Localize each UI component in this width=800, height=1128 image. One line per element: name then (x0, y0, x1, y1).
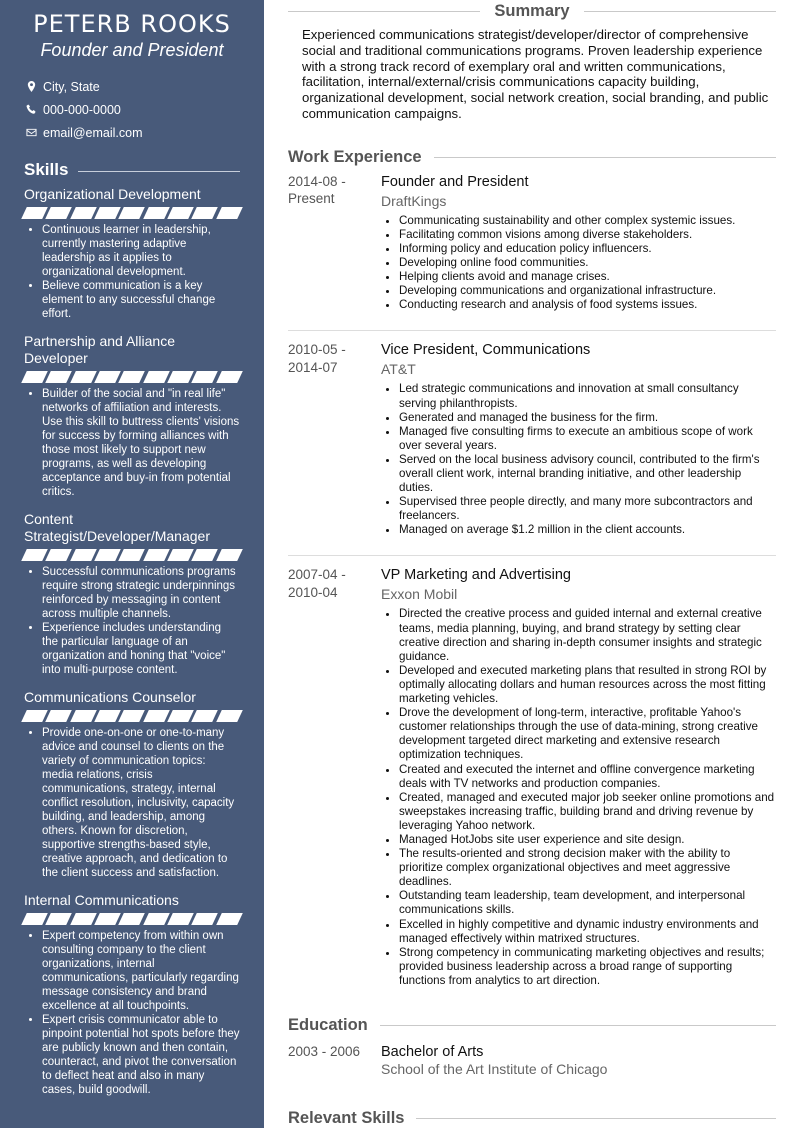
skill-level-bar (24, 913, 240, 925)
skill-name: Content Strategist/Developer/Manager (24, 511, 210, 544)
skill-level-segment (167, 549, 194, 561)
job-bullet: • Created, managed and executed major job seeker online promotions and sweepstakes increasing traffic, building brand and driving revenue by leveraging Yahoo network. (399, 791, 776, 833)
skill-item (0, 689, 264, 880)
skill-level-segment (119, 710, 146, 722)
job-end-date: Present (288, 191, 335, 207)
job-company: DraftKings (381, 192, 447, 209)
skill-level-segment (94, 710, 121, 722)
skill-level-segment (70, 371, 97, 383)
skill-level-segment (143, 207, 170, 219)
job-bullet: • Managed five consulting firms to execute an ambitious scope of work over several years. (399, 425, 776, 453)
job-bullets (381, 607, 776, 988)
work-experience-heading: Work Experience (288, 148, 776, 167)
sidebar (0, 0, 264, 1128)
job-bullet: • Conducting research and analysis of food systems issues. (399, 298, 776, 312)
skill-level-segment (167, 913, 194, 925)
skill-level-segment (143, 549, 170, 561)
job-dates (288, 173, 381, 313)
skill-level-segment (216, 549, 243, 561)
skill-item (0, 892, 264, 1097)
education-degree: Bachelor of Arts (381, 1044, 484, 1060)
phone-text: 000-000-0000 (43, 102, 121, 117)
skill-bullet: • Successful communications programs require strong strategic underpinnings reinforced by messaging in content across multiple channels. (42, 565, 240, 621)
skill-level-segment (21, 371, 48, 383)
relevant-skills-rule (416, 1118, 776, 1119)
location-text: City, State (43, 79, 100, 94)
skill-level-segment (94, 913, 121, 925)
job-bullet: • Managed HotJobs site user experience and site design. (399, 833, 776, 847)
skills-heading-rule (78, 171, 240, 172)
skill-level-segment (191, 710, 218, 722)
skill-level-segment (143, 371, 170, 383)
skill-level-segment (191, 913, 218, 925)
job-bullet: • Supervised three people directly, and many more subcontractors and freelancers. (399, 495, 776, 523)
skill-level-segment (167, 371, 194, 383)
skill-level-segment (70, 913, 97, 925)
skill-level-bar (24, 710, 240, 722)
skill-level-segment (94, 371, 121, 383)
education-heading: Education (288, 1016, 776, 1035)
skill-level-segment (70, 549, 97, 561)
job-entry (288, 341, 776, 537)
skill-level-segment (94, 207, 121, 219)
skill-item (0, 333, 264, 499)
job-company: AT&T (381, 361, 416, 378)
job-bullet: • Drove the development of long-term, interactive, profitable Yahoo's customer relationships through the use of data-mining, strong creative development targeted direct marketing and extensive research optimization techniques. (399, 706, 776, 762)
main-content (288, 0, 776, 1128)
skill-level-segment (191, 207, 218, 219)
skill-level-segment (119, 207, 146, 219)
skill-level-segment (46, 710, 73, 722)
skill-level-segment (216, 913, 243, 925)
job-bullet: • Outstanding team leadership, team development, and interpersonal communications skills. (399, 889, 776, 917)
skill-level-segment (21, 710, 48, 722)
jobs-list (288, 173, 776, 988)
skill-level-segment (167, 207, 194, 219)
skill-level-segment (21, 207, 48, 219)
job-bullets (381, 214, 776, 313)
job-divider (288, 555, 776, 556)
job-entry (288, 566, 776, 988)
skill-bullets (24, 929, 240, 1097)
education-dates: 2003 - 2006 (288, 1044, 361, 1059)
skill-bullet: • Builder of the social and "in real life" networks of affiliation and interests. Use this skill to buttress clients' visions for success by forming alliances with those most likely to support new programs, as well as developing acceptance and buy-in from potential critics. (42, 387, 240, 499)
candidate-name: PETERB ROOKS (33, 10, 231, 38)
contact-phone (26, 98, 264, 121)
job-bullet: • Informing policy and education policy influencers. (399, 242, 776, 256)
job-bullet: • Excelled in highly competitive and dynamic industry environments and managed effectively within matrixed structures. (399, 918, 776, 946)
skill-level-segment (119, 371, 146, 383)
summary-text: Experienced communications strategist/developer/director of comprehensive social and traditional communications programs. Proven leadership experience with a strong track record of exemplary oral and written communications, facilitation, internal/external/crisis communications capacity building, organizational development, social network creation, social branding, and public communication campaigns. (302, 27, 769, 121)
job-role: Founder and President (381, 173, 529, 190)
skill-level-segment (46, 549, 73, 561)
job-start-date: 2007-04 - (288, 567, 346, 583)
skill-level-segment (143, 913, 170, 925)
skill-level-segment (191, 371, 218, 383)
skill-bullet: • Continuous learner in leadership, currently mastering adaptive leadership as it applies to organizational development. (42, 223, 240, 279)
job-bullet: • Communicating sustainability and other complex systemic issues. (399, 214, 776, 228)
skill-level-segment (46, 371, 73, 383)
job-bullet: • Managed on average $1.2 million in the client accounts. (399, 523, 776, 537)
skill-name: Organizational Development (24, 186, 201, 202)
skills-list (0, 186, 264, 1097)
skill-bullets (24, 565, 240, 677)
skill-level-bar (24, 371, 240, 383)
summary-rule-right (584, 11, 776, 12)
job-bullet: • Developing communications and organizational infrastructure. (399, 284, 776, 298)
contact-info (0, 75, 264, 144)
skill-name: Internal Communications (24, 892, 179, 908)
summary-rule-left (288, 11, 480, 12)
skill-bullets (24, 726, 240, 880)
location-pin-icon (26, 81, 37, 92)
summary-heading: Summary (288, 2, 776, 21)
skill-level-segment (46, 207, 73, 219)
skill-level-segment (70, 710, 97, 722)
job-dates (288, 566, 381, 988)
job-bullet: • Strong competency in communicating marketing objectives and results; provided business leadership across a broad range of supporting functions from analytics to art direction. (399, 946, 776, 988)
email-text[interactable]: email@email.com (43, 125, 143, 140)
job-role: VP Marketing and Advertising (381, 567, 571, 584)
envelope-icon (26, 127, 37, 138)
job-start-date: 2010-05 - (288, 342, 346, 358)
education-rule (380, 1025, 776, 1026)
skill-level-segment (119, 913, 146, 925)
job-bullet: • Generated and managed the business for the firm. (399, 411, 776, 425)
skill-name: Communications Counselor (24, 689, 196, 705)
skill-bullets (24, 223, 240, 321)
skill-level-segment (191, 549, 218, 561)
contact-location (26, 75, 264, 98)
job-dates (288, 341, 381, 537)
job-bullet: • Led strategic communications and innovation at small consultancy serving philanthropists. (399, 382, 776, 410)
job-entry (288, 173, 776, 313)
job-bullet: • Developing online food communities. (399, 256, 776, 270)
job-bullet: • Directed the creative process and guided internal and external creative teams, media planning, buying, and brand strategy by setting clear creative direction and sharing in-depth consumer insights and strategic guidance. (399, 607, 776, 663)
skill-bullet: • Experience includes understanding the particular language of an organization and honing that "voice" into multi-purpose content. (42, 621, 240, 677)
skill-bullet: • Believe communication is a key element to any successful change effort. (42, 279, 240, 321)
skill-bullet: • Expert crisis communicator able to pinpoint potential hot spots before they are publicly known and then contain, counteract, and pivot the conversation to deflect heat and also in many cases, build goodwill. (42, 1013, 240, 1097)
skill-bullets (24, 387, 240, 499)
skill-level-segment (216, 710, 243, 722)
job-bullet: • Served on the local business advisory council, contributed to the firm's overall client work, internal branding initiative, and other leadership duties. (399, 453, 776, 495)
education-entry (288, 1043, 776, 1077)
skill-level-segment (216, 371, 243, 383)
skill-bullet: • Provide one-on-one or one-to-many advice and counsel to clients on the variety of communication topics: media relations, crisis communications, strategy, internal conflict resolution, inclusivity, capacity building, and leadership, among others. Known for discretion, supportive strengths-based style, creative approach, and dedication to the client success and satisfaction. (42, 726, 240, 880)
job-bullet: • Created and executed the internet and offline convergence marketing deals with TV networks and production companies. (399, 763, 776, 791)
skill-level-segment (46, 913, 73, 925)
skill-level-segment (21, 549, 48, 561)
job-bullet: • Facilitating common visions among diverse stakeholders. (399, 228, 776, 242)
education-school: School of the Art Institute of Chicago (381, 1061, 608, 1077)
skill-level-bar (24, 207, 240, 219)
skill-level-segment (216, 207, 243, 219)
skill-item (0, 511, 264, 677)
job-bullet: • Helping clients avoid and manage crises. (399, 270, 776, 284)
skill-bullet: • Expert competency from within own consulting company to the client organizations, internal communications, particularly regarding message consistency and brand excellence at all touchpoints. (42, 929, 240, 1013)
relevant-skills-heading: Relevant Skills (288, 1109, 776, 1128)
skill-level-segment (119, 549, 146, 561)
contact-email[interactable] (26, 121, 264, 144)
job-company: Exxon Mobil (381, 586, 458, 603)
skill-level-segment (167, 710, 194, 722)
job-end-date: 2014-07 (288, 359, 338, 375)
skill-level-bar (24, 549, 240, 561)
skill-level-segment (70, 207, 97, 219)
phone-icon (26, 104, 37, 115)
job-bullet: • Developed and executed marketing plans that resulted in strong ROI by optimally allocating dollars and human resources across the most fitting marketing vehicles. (399, 664, 776, 706)
job-bullet: • The results-oriented and strong decision maker with the ability to prioritize complex organizational objectives and meet aggressive deadlines. (399, 847, 776, 889)
skill-name: Partnership and Alliance Developer (24, 333, 175, 366)
skills-heading: Skills (24, 160, 240, 180)
skill-level-segment (143, 710, 170, 722)
candidate-title: Founder and President (40, 40, 224, 60)
job-end-date: 2010-04 (288, 584, 338, 600)
skill-item (0, 186, 264, 321)
skill-level-segment (21, 913, 48, 925)
job-start-date: 2014-08 - (288, 173, 346, 189)
skill-level-segment (94, 549, 121, 561)
job-role: Vice President, Communications (381, 342, 591, 359)
job-divider (288, 330, 776, 331)
work-rule (434, 157, 776, 158)
job-bullets (381, 382, 776, 537)
